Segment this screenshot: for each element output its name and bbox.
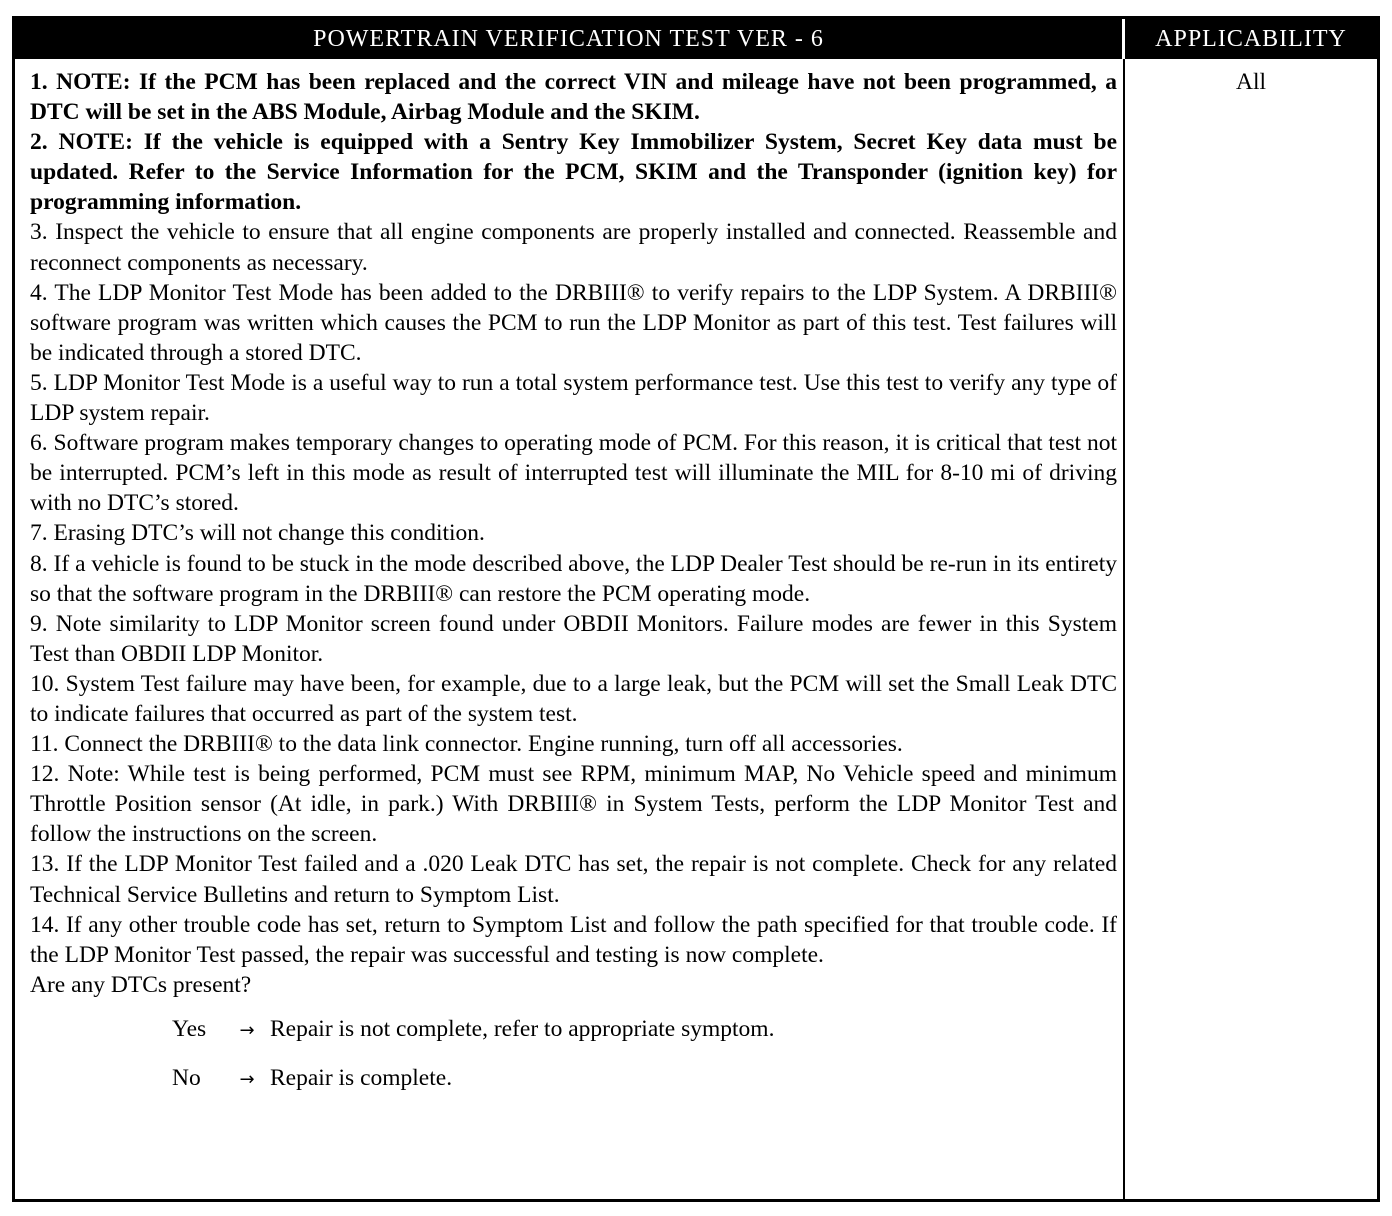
applicability-cell <box>1125 59 1377 1199</box>
answer-no <box>172 1063 1117 1112</box>
step-12: 12. Note: While test is being performed, PCM must see RPM, minimum MAP, No Vehicle speed and minimum Throttle Position sensor (At idle, in park.) With DRBIII® in System Tests, perform the LDP Monitor Test and follow the instructions on the screen. <box>30 761 1117 848</box>
answer-no-label: No <box>172 1064 201 1091</box>
step-7: 7. Erasing DTC’s will not change this condition. <box>30 520 485 547</box>
step-14: 14. If any other trouble code has set, return to Symptom List and follow the path specified for that trouble code. If the LDP Monitor Test passed, the repair was successful and testing is now complete. <box>30 911 1117 968</box>
applicability-header: APPLICABILITY <box>1125 19 1377 59</box>
step-11: 11. Connect the DRBIII® to the data link connector. Engine running, turn off all accessories. <box>30 731 903 758</box>
test-steps-cell <box>15 59 1125 1199</box>
arrow-right-icon: → <box>239 1019 255 1041</box>
answer-yes <box>172 1014 1117 1063</box>
answer-options <box>30 1014 1117 1112</box>
applicability-value: All <box>1235 69 1267 95</box>
step-5: 5. LDP Monitor Test Mode is a useful way to run a total system performance test. Use this test to verify any type of LDP system repair. <box>30 369 1117 427</box>
arrow-right-icon: → <box>239 1068 255 1090</box>
step-3: 3. Inspect the vehicle to ensure that all engine components are properly installed and connected. Reassemble and reconnect components as necessary. <box>30 219 1117 276</box>
answer-no-text: Repair is complete. <box>270 1064 453 1091</box>
verification-test-table <box>12 16 1380 1202</box>
answer-yes-label: Yes <box>172 1015 207 1042</box>
dtc-question: Are any DTCs present? <box>30 971 252 998</box>
step-2-note: 2. NOTE: If the vehicle is equipped with a Sentry Key Immobilizer System, Secret Key data must be updated. Refer to the Service Information for the PCM, SKIM and the Transponder (ignition key) for programming information. <box>30 129 1117 216</box>
step-6: 6. Software program makes temporary changes to operating mode of PCM. For this reason, it is critical that test not be interrupted. PCM’s left in this mode as result of interrupted test will illuminate the MIL for 8-10 mi of driving with no DTC’s stored. <box>30 430 1117 517</box>
answer-yes-text: Repair is not complete, refer to appropriate symptom. <box>270 1015 775 1042</box>
step-10: 10. System Test failure may have been, for example, due to a large leak, but the PCM will set the Small Leak DTC to indicate failures that occurred as part of the system test. <box>30 670 1117 727</box>
step-4: 4. The LDP Monitor Test Mode has been added to the DRBIII® to verify repairs to the LDP System. A DRBIII® software program was written which causes the PCM to run the LDP Monitor as part of this test. Test failures will be indicated through a stored DTC. <box>30 279 1117 366</box>
step-8: 8. If a vehicle is found to be stuck in the mode described above, the LDP Dealer Test should be re-run in its entirety so that the software program in the DRBIII® can restore the PCM operating mode. <box>30 550 1117 607</box>
test-title-header: POWERTRAIN VERIFICATION TEST VER - 6 <box>15 19 1125 59</box>
step-9: 9. Note similarity to LDP Monitor screen found under OBDII Monitors. Failure modes are fewer in this System Test than OBDII LDP Monitor. <box>30 610 1117 667</box>
step-13: 13. If the LDP Monitor Test failed and a .020 Leak DTC has set, the repair is not complete. Check for any related Technical Service Bulletins and return to Symptom List. <box>30 851 1117 908</box>
step-1-note: 1. NOTE: If the PCM has been replaced and the correct VIN and mileage have not been programmed, a DTC will be set in the ABS Module, Airbag Module and the SKIM. <box>30 69 1117 126</box>
